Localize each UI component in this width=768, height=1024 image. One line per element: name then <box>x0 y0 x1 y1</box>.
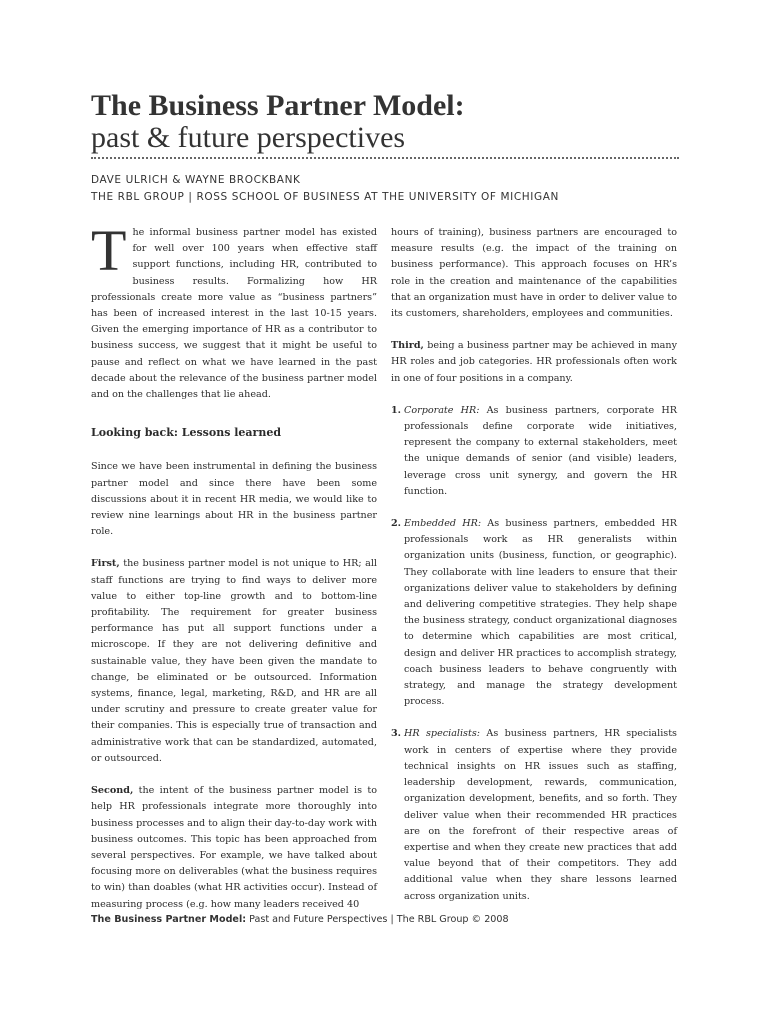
list-text: As business partners, HR specialists work in centers of expertise where they provide technical insights on HR issues such as staffing, leadership development, rewards, communication, organization development, benefits, and so forth. They deliver value when their recommended HR practices are on the forefront of their respective areas of expertise and when they create new practices that add value beyond that of their competitors. They add additional value when they share lessons learned across organization units. <box>404 728 677 902</box>
paragraph-learnings: Since we have been instrumental in defining the business partner model and since there have been some discussions about it in recent HR media, we would like to review nine learnings about HR in the business partner role. <box>91 461 377 538</box>
paragraph-third: Third, being a business partner may be achieved in many HR roles and job categories. HR professionals often work in one of four positions in a company. <box>391 340 677 384</box>
paragraph-second: Second, the intent of the business partner model is to help HR professionals integrate more thoroughly into business processes and to align their day-to-day work with business outcomes. This topic has been approached from several perspectives. For example, we have talked about focusing more on deliverables (what the business requires to win) than doables (what HR activities occur). Instead of measuring process (e.g. how many leaders received 40 <box>91 785 378 910</box>
intro-paragraph: The informal business partner model has existed for well over 100 years when effective staff support functions, including HR, contributed to business results. Formalizing how HR professionals create more value as “business partners” has been of increased interest in the last 10-15 years. Given the emerging importance of HR as a contributor to business success, we suggest that it might be useful to pause and reflect on what we have learned in the past decade about the relevance of the business partner model and on the challenges that lie ahead. <box>91 218 377 401</box>
title-subtitle: past & future perspectives <box>91 121 406 154</box>
paragraph-first: First, the business partner model is not unique to HR; all staff functions are trying to find ways to deliver more value to either top-line growth and to bottom-line profitability. The requirement for greater business performance has put all support functions under a microscope. If they are not delivering definitive and sustainable value, they have been given the mandate to change, be eliminated or be outsourced. Information systems, finance, legal, marketing, R&D, and HR are all under scrutiny and pressure to create greater value for their companies. This is especially true of transaction and administrative work that can be standardized, automated, or outsourced. <box>91 558 377 764</box>
list-term: Corporate HR: <box>404 404 480 416</box>
list-number: 2. <box>391 518 402 530</box>
dotted-divider <box>91 157 679 159</box>
list-item <box>391 726 677 904</box>
paragraph-continued: hours of training), business partners are encouraged to measure results (e.g. the impact of the training on business performance). This approach focuses on HR’s role in the creation and maintenance of the capabilities that an organization must have in order to deliver value to its customers, shareholders, employees and communities. <box>391 227 677 320</box>
lead-third: Third, <box>391 340 424 352</box>
page-footer <box>91 914 691 925</box>
document-title <box>91 90 691 154</box>
list-text: As business partners, embedded HR professionals work as HR generalists within organization units (business, function, or geographic). They collaborate with line leaders to ensure that their organizations deliver value to stakeholders by defining and delivering competitive strategies. They help shape the business strategy, conduct organizational diagnoses to determine which capabilities are most critical, design and deliver HR practices to accomplish strategy, coach business leaders to behave congruently with strategy, and manage the strategy development process. <box>404 518 677 708</box>
lead-first: First, <box>91 558 120 570</box>
footer-text: Past and Future Perspectives | The RBL Group © 2008 <box>246 914 509 925</box>
lead-second: Second, <box>91 785 134 797</box>
title-main: The Business Partner Model: <box>91 89 465 122</box>
list-item <box>391 403 677 500</box>
list-text: As business partners, corporate HR professionals define corporate wide initiatives, represent the company to external stakeholders, meet the unique demands of senior (and visible) leaders, leverage cross unit synergy, and govern the HR function. <box>404 404 677 497</box>
authors-block <box>91 172 691 206</box>
list-term: Embedded HR: <box>404 518 482 530</box>
section-heading: Looking back: Lessons learned <box>91 426 282 440</box>
right-column <box>391 225 677 921</box>
footer-title: The Business Partner Model: <box>91 914 247 925</box>
author-affiliation: THE RBL GROUP | ROSS SCHOOL OF BUSINESS AT THE UNIVERSITY OF MICHIGAN <box>91 191 559 203</box>
list-number: 3. <box>391 728 402 740</box>
drop-cap: T <box>91 218 127 283</box>
author-names: DAVE ULRICH & WAYNE BROCKBANK <box>91 174 301 186</box>
list-term: HR specialists: <box>404 728 480 740</box>
list-item <box>391 516 677 710</box>
list-number: 1. <box>391 404 402 416</box>
